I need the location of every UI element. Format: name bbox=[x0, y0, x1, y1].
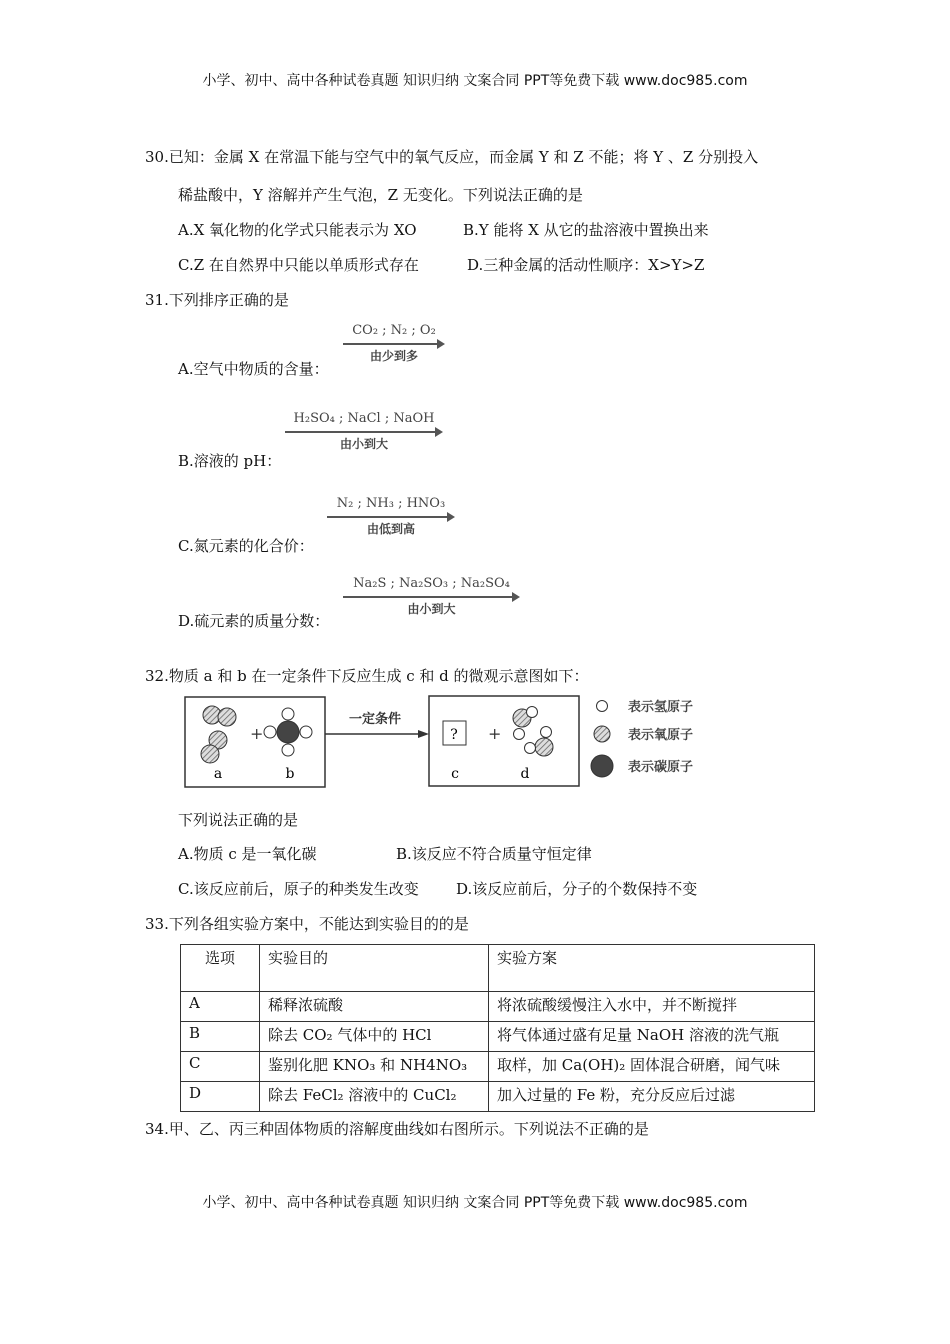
q32-stem: 32.物质 a 和 b 在一定条件下反应生成 c 和 d 的微观示意图如下： bbox=[145, 667, 589, 685]
hydrogen-atom-icon bbox=[597, 701, 608, 712]
unknown-c: ? bbox=[450, 727, 458, 743]
label-d: d bbox=[520, 766, 530, 782]
q31-arrow-c bbox=[327, 496, 455, 540]
q30-stem-cont: 稀盐酸中，Y 溶解并产生气泡，Z 无变化。下列说法正确的是 bbox=[178, 186, 583, 204]
label-c: c bbox=[451, 766, 459, 782]
arrow-top-text: CO₂ ; N₂ ; O₂ bbox=[352, 323, 436, 338]
q30-option-b: B.Y 能将 X 从它的盐溶液中置换出来 bbox=[463, 221, 709, 239]
q30-option-c: C.Z 在自然界中只能以单质形式存在 bbox=[178, 256, 419, 274]
molecule-b bbox=[264, 708, 312, 756]
q31-option-c: C.氮元素的化合价： bbox=[178, 537, 314, 555]
q31-arrow-a bbox=[343, 323, 445, 367]
arrow-head-icon bbox=[418, 730, 429, 738]
arrow-bottom-text: 由低到高 bbox=[366, 522, 415, 536]
q31-option-a: A.空气中物质的含量： bbox=[178, 360, 329, 378]
arrow-bottom-text: 由小到大 bbox=[407, 602, 456, 616]
q31-stem: 31.下列排序正确的是 bbox=[145, 291, 289, 309]
condition-label: 一定条件 bbox=[348, 712, 402, 727]
label-a: a bbox=[213, 766, 223, 782]
q32-option-d: D.该反应前后，分子的个数保持不变 bbox=[456, 880, 698, 898]
plus-sign: + bbox=[250, 724, 264, 743]
table-row: D 除去 FeCl₂ 溶液中的 CuCl₂ 加入过量的 Fe 粉，充分反应后过滤 bbox=[181, 1082, 815, 1112]
legend-oxygen: 表示氧原子 bbox=[628, 728, 694, 743]
q32-option-b: B.该反应不符合质量守恒定律 bbox=[396, 845, 592, 863]
table-header-row bbox=[181, 945, 815, 992]
plus-sign: + bbox=[488, 724, 502, 743]
molecule-diagram bbox=[180, 690, 740, 795]
arrow-top-text: N₂ ; NH₃ ; HNO₃ bbox=[336, 496, 446, 511]
label-b: b bbox=[285, 766, 295, 782]
table-row: C 鉴别化肥 KNO₃ 和 NH4NO₃ 取样，加 Ca(OH)₂ 固体混合研磨，闻气味 bbox=[181, 1052, 815, 1082]
arrow-bottom-text: 由少到多 bbox=[369, 349, 418, 363]
header-plan: 实验方案 bbox=[489, 945, 815, 992]
legend-carbon: 表示碳原子 bbox=[628, 760, 694, 775]
q31-arrow-d bbox=[343, 576, 520, 620]
arrow-top-text: Na₂S ; Na₂SO₃ ; Na₂SO₄ bbox=[353, 576, 510, 591]
header-purpose: 实验目的 bbox=[260, 945, 489, 992]
q31-option-d: D.硫元素的质量分数： bbox=[178, 612, 330, 630]
molecule-d bbox=[513, 707, 553, 757]
arrow-bottom-text: 由小到大 bbox=[339, 437, 388, 451]
experiment-table bbox=[180, 944, 815, 1112]
q31-arrow-b bbox=[285, 411, 443, 455]
legend-hydrogen: 表示氢原子 bbox=[628, 700, 694, 715]
q31-option-b: B.溶液的 pH： bbox=[178, 452, 282, 470]
page-footer: 小学、初中、高中各种试卷真题 知识归纳 文案合同 PPT等免费下载 www.doc985.com bbox=[202, 1195, 748, 1211]
q32-option-a: A.物质 c 是一氧化碳 bbox=[178, 845, 317, 863]
carbon-atom-icon bbox=[591, 755, 613, 777]
header-option: 选项 bbox=[181, 945, 260, 992]
q33-stem: 33.下列各组实验方案中，不能达到实验目的的是 bbox=[145, 915, 469, 933]
table-row: A 稀释浓硫酸 将浓硫酸缓慢注入水中，并不断搅拌 bbox=[181, 992, 815, 1022]
molecule-a bbox=[201, 706, 236, 763]
oxygen-atom-icon bbox=[594, 726, 610, 742]
table-row: B 除去 CO₂ 气体中的 HCl 将气体通过盛有足量 NaOH 溶液的洗气瓶 bbox=[181, 1022, 815, 1052]
q32-prompt: 下列说法正确的是 bbox=[178, 811, 299, 829]
q32-option-c: C.该反应前后，原子的种类发生改变 bbox=[178, 880, 419, 898]
page-header: 小学、初中、高中各种试卷真题 知识归纳 文案合同 PPT等免费下载 www.doc985.com bbox=[202, 73, 748, 89]
q30-option-a: A.X 氧化物的化学式只能表示为 XO bbox=[178, 221, 417, 239]
q34-stem: 34.甲、乙、丙三种固体物质的溶解度曲线如右图所示。下列说法不正确的是 bbox=[145, 1120, 649, 1138]
q30-option-d: D.三种金属的活动性顺序：X>Y>Z bbox=[467, 256, 705, 274]
q30-stem: 30.已知：金属 X 在常温下能与空气中的氧气反应，而金属 Y 和 Z 不能；将 Y 、Z 分别投入 bbox=[145, 148, 759, 166]
arrow-top-text: H₂SO₄ ; NaCl ; NaOH bbox=[293, 411, 435, 426]
